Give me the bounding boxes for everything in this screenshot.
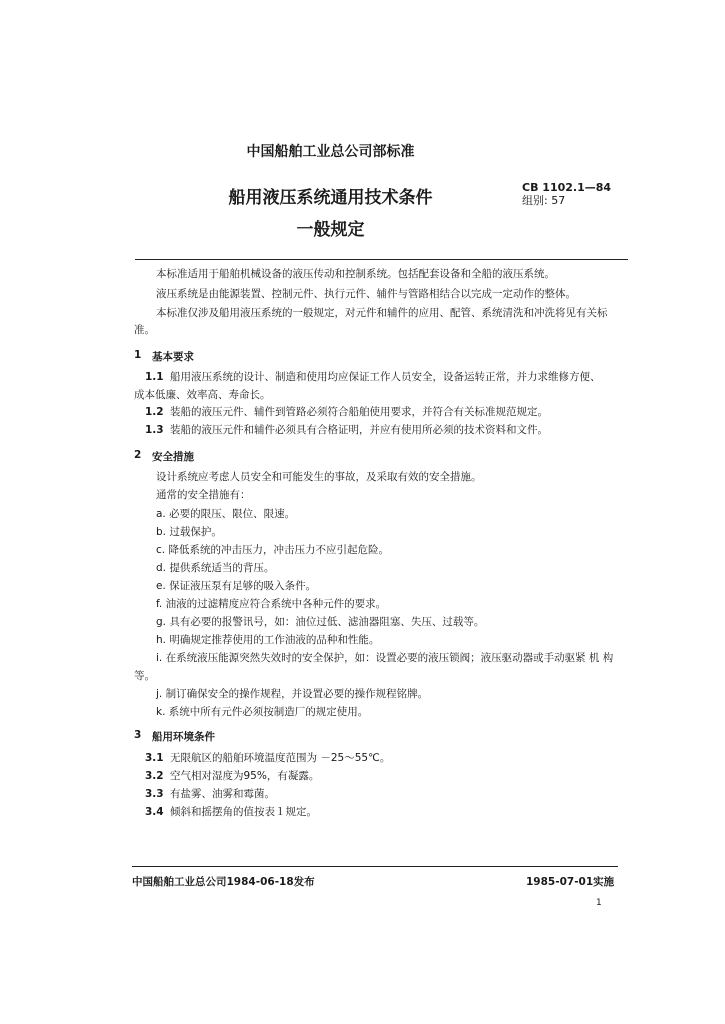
intro-paragraph-1: 本标准适用于船舶机械设备的液压传动和控制系统。包括配套设备和全船的液压系统。: [156, 268, 555, 280]
clause-number: 1.3: [145, 424, 164, 436]
section-2-intro-list: 通常的安全措施有：: [156, 489, 251, 501]
clause-text: 倾斜和摇摆角的值按表１规定。: [170, 806, 317, 818]
safety-item: d. 提供系统适当的背压。: [156, 562, 275, 574]
clause-number: 3.3: [145, 788, 164, 800]
safety-item: f. 油液的过滤精度应符合系统中各种元件的要求。: [156, 598, 387, 610]
title-line-2: 一般规定: [296, 220, 365, 240]
clause-number: 3.1: [145, 752, 164, 764]
intro-paragraph-3: 本标准仅涉及船用液压系统的一般规定，对元件和辅件的应用、配管、系统清洗和冲洗将见有关标: [156, 307, 608, 319]
clause-text: 装船的液压元件、辅件到管路必须符合船舶使用要求，并符合有关标准规范规定。: [170, 406, 548, 418]
clause-text: 空气相对湿度为95%，有凝露。: [170, 770, 320, 782]
page-number: 1: [596, 898, 602, 908]
section-3-number: 3: [134, 729, 142, 741]
section-2-intro: 设计系统应考虑人员安全和可能发生的事故，及采取有效的安全措施。: [156, 471, 482, 483]
clause-text: 船用液压系统的设计、制造和使用均应保证工作人员安全，设备运转正常，并力求维修方便、: [170, 371, 601, 383]
clause-text: 有盐雾、油雾和霉菌。: [170, 788, 275, 800]
clause-text: 成本低廉、效率高、寿命长。: [134, 389, 271, 401]
classification: 组别: 57: [522, 194, 566, 207]
clause-number: 1.2: [145, 406, 164, 418]
issued-date: 中国船舶工业总公司1984-06-18发布: [132, 876, 315, 888]
section-2-number: 2: [134, 449, 142, 461]
intro-paragraph-3-cont: 准。: [134, 324, 155, 336]
section-3-heading: 船用环境条件: [152, 731, 215, 743]
clause-number: 3.2: [145, 770, 164, 782]
standard-code-block: [522, 181, 611, 207]
section-1-heading: 基本要求: [152, 351, 194, 363]
clause-number: 1.1: [145, 371, 164, 383]
safety-item: b. 过载保护。: [156, 526, 222, 538]
safety-item: g. 具有必要的报警讯号，如：油位过低、滤油器阻塞、失压、过载等。: [156, 616, 485, 628]
section-1-number: 1: [134, 349, 142, 361]
safety-item: i. 在系统液压能源突然失效时的安全保护，如：设置必要的液压锁阀；液压驱动器或手动驱紧 机 构: [156, 652, 614, 664]
standard-code: CB 1102.1—84: [522, 181, 612, 194]
clause-number: 3.4: [145, 806, 164, 818]
safety-item-cont: 等。: [134, 670, 155, 682]
safety-item: k. 系统中所有元件必须按制造厂的规定使用。: [156, 706, 369, 718]
effective-date: 1985-07-01实施: [526, 876, 615, 888]
clause-text: 装船的液压元件和辅件必须具有合格证明，并应有使用所必须的技术资料和文件。: [170, 424, 548, 436]
safety-item: j. 制订确保安全的操作规程，并设置必要的操作规程铭牌。: [156, 688, 429, 700]
safety-item: a. 必要的限压、限位、限速。: [156, 508, 296, 520]
section-2-heading: 安全措施: [152, 451, 194, 463]
intro-paragraph-2: 液压系统是由能源装置、控制元件、执行元件、辅件与管路相结合以完成一定动作的整体。: [156, 288, 576, 300]
top-divider: [135, 259, 628, 260]
safety-item: c. 降低系统的冲击压力，冲击压力不应引起危险。: [156, 544, 389, 556]
bottom-divider: [132, 866, 618, 867]
safety-item: e. 保证液压泵有足够的吸入条件。: [156, 580, 317, 592]
organization-name: 中国船舶工业总公司部标准: [246, 144, 415, 160]
safety-item: h. 明确规定推荐使用的工作油液的品种和性能。: [156, 634, 380, 646]
clause-text: 无限航区的船舶环境温度范围为 －25～55℃。: [170, 752, 391, 764]
title-line-1: 船用液压系统通用技术条件: [228, 188, 433, 208]
